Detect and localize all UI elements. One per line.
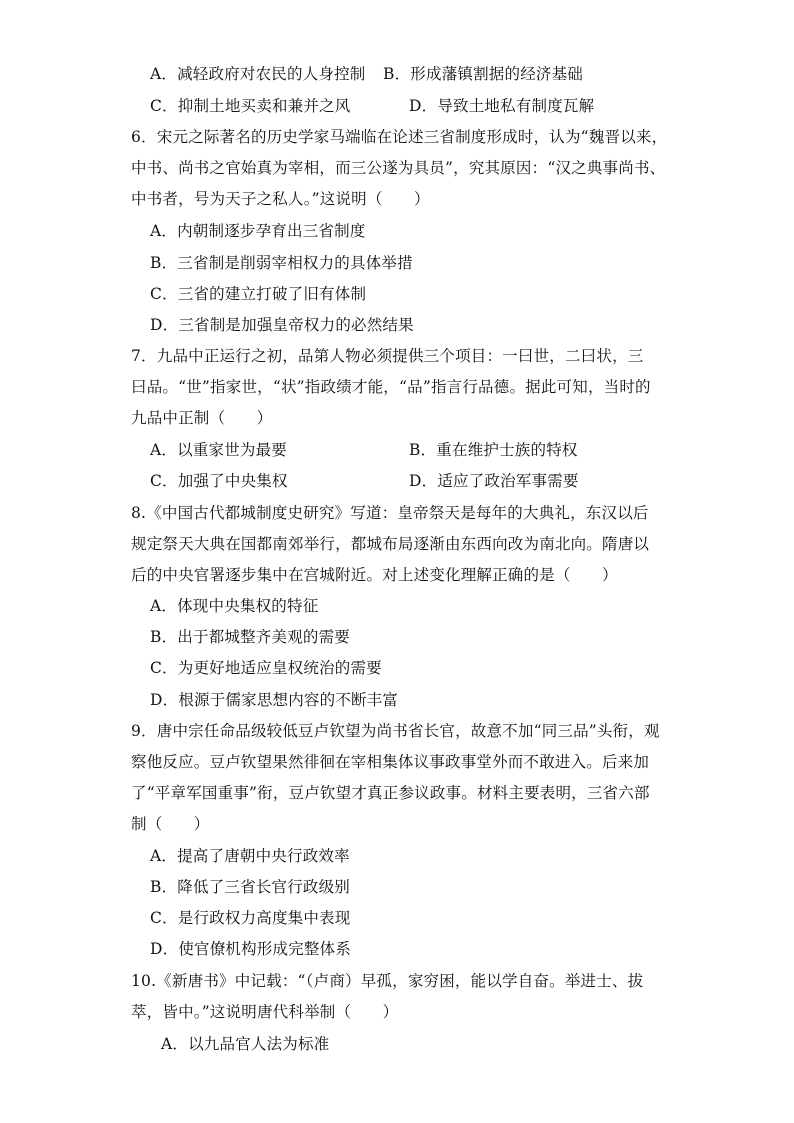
q6-stem-line3: 中书者，号为天子之私人。”这说明（ ） <box>131 190 430 208</box>
q8-option-c: C．为更好地适应皇权统治的需要 <box>150 659 382 677</box>
q8-option-d: D．根源于儒家思想内容的不断丰富 <box>150 691 399 709</box>
q9-option-b: B．降低了三省长官行政级别 <box>150 878 350 896</box>
prev-option-a: A．减轻政府对农民的人身控制 <box>150 65 366 83</box>
q9-option-d: D．使官僚机构形成完整体系 <box>150 940 352 958</box>
q6-option-d: D．三省制是加强皇帝权力的必然结果 <box>150 316 414 334</box>
q9-stem-line1: 9．唐中宗任命品级较低豆卢钦望为尚书省长官，故意不加“同三品”头衔，观 <box>131 722 660 740</box>
q10-option-a: A．以九品官人法为标准 <box>161 1035 330 1053</box>
q8-stem-line1: 8.《中国古代都城制度史研究》写道：皇帝祭天是每年的大典礼，东汉以后 <box>131 504 649 522</box>
q7-option-b: B．重在维护士族的特权 <box>409 441 578 459</box>
q9-stem-line4: 制（ ） <box>131 815 210 833</box>
q8-stem-line3: 后的中央官署逐步集中在宫城附近。对上述变化理解正确的是（ ） <box>131 566 618 584</box>
prev-option-c: C．抑制土地买卖和兼并之风 <box>150 97 351 115</box>
q7-option-d: D．适应了政治军事需要 <box>409 472 579 490</box>
q9-option-a: A．提高了唐朝中央行政效率 <box>150 847 350 865</box>
prev-option-d: D．导致土地私有制度瓦解 <box>409 97 595 115</box>
q6-option-a: A．内朝制逐步孕育出三省制度 <box>150 222 366 240</box>
q9-stem-line3: 了“平章军国重事”衔，豆卢钦望才真正参议政事。材料主要表明，三省六部 <box>131 784 650 802</box>
q8-option-a: A．体现中央集权的特征 <box>150 597 319 615</box>
q10-stem-line1: 10.《新唐书》中记载：“（卢商）早孤，家穷困，能以学自奋。举进士、拔 <box>131 972 644 990</box>
q9-stem-line2: 察他反应。豆卢钦望果然徘徊在宰相集体议事政事堂外而不敢进入。后来加 <box>131 753 650 771</box>
q8-stem-line2: 规定祭天大典在国都南郊举行，都城布局逐渐由东西向改为南北向。隋唐以 <box>131 535 650 553</box>
q7-option-a: A．以重家世为最要 <box>150 441 287 459</box>
q7-option-c: C．加强了中央集权 <box>150 472 288 490</box>
q6-option-c: C．三省的建立打破了旧有体制 <box>150 285 367 303</box>
q8-option-b: B．出于都城整齐美观的需要 <box>150 628 350 646</box>
q10-stem-line2: 萃，皆中。”这说明唐代科举制（ ） <box>131 1003 399 1021</box>
q9-option-c: C．是行政权力高度集中表现 <box>150 909 351 927</box>
q6-option-b: B．三省制是削弱宰相权力的具体举措 <box>150 254 413 272</box>
q7-stem-line2: 曰品。“世”指家世，“状”指政绩才能，“品”指言行品德。据此可知，当时的 <box>131 378 651 396</box>
q7-stem-line1: 7．九品中正运行之初，品第人物必须提供三个项目：一曰世，二曰状，三 <box>131 347 644 365</box>
prev-option-b: B．形成藩镇割据的经济基础 <box>383 65 583 83</box>
q6-stem-line2: 中书、尚书之官始真为宰相，而三公遂为具员”，究其原因：“汉之典事尚书、 <box>131 159 666 177</box>
q6-stem-line1: 6．宋元之际著名的历史学家马端临在论述三省制度形成时，认为“魏晋以来， <box>131 128 668 146</box>
q7-stem-line3: 九品中正制（ ） <box>131 409 273 427</box>
